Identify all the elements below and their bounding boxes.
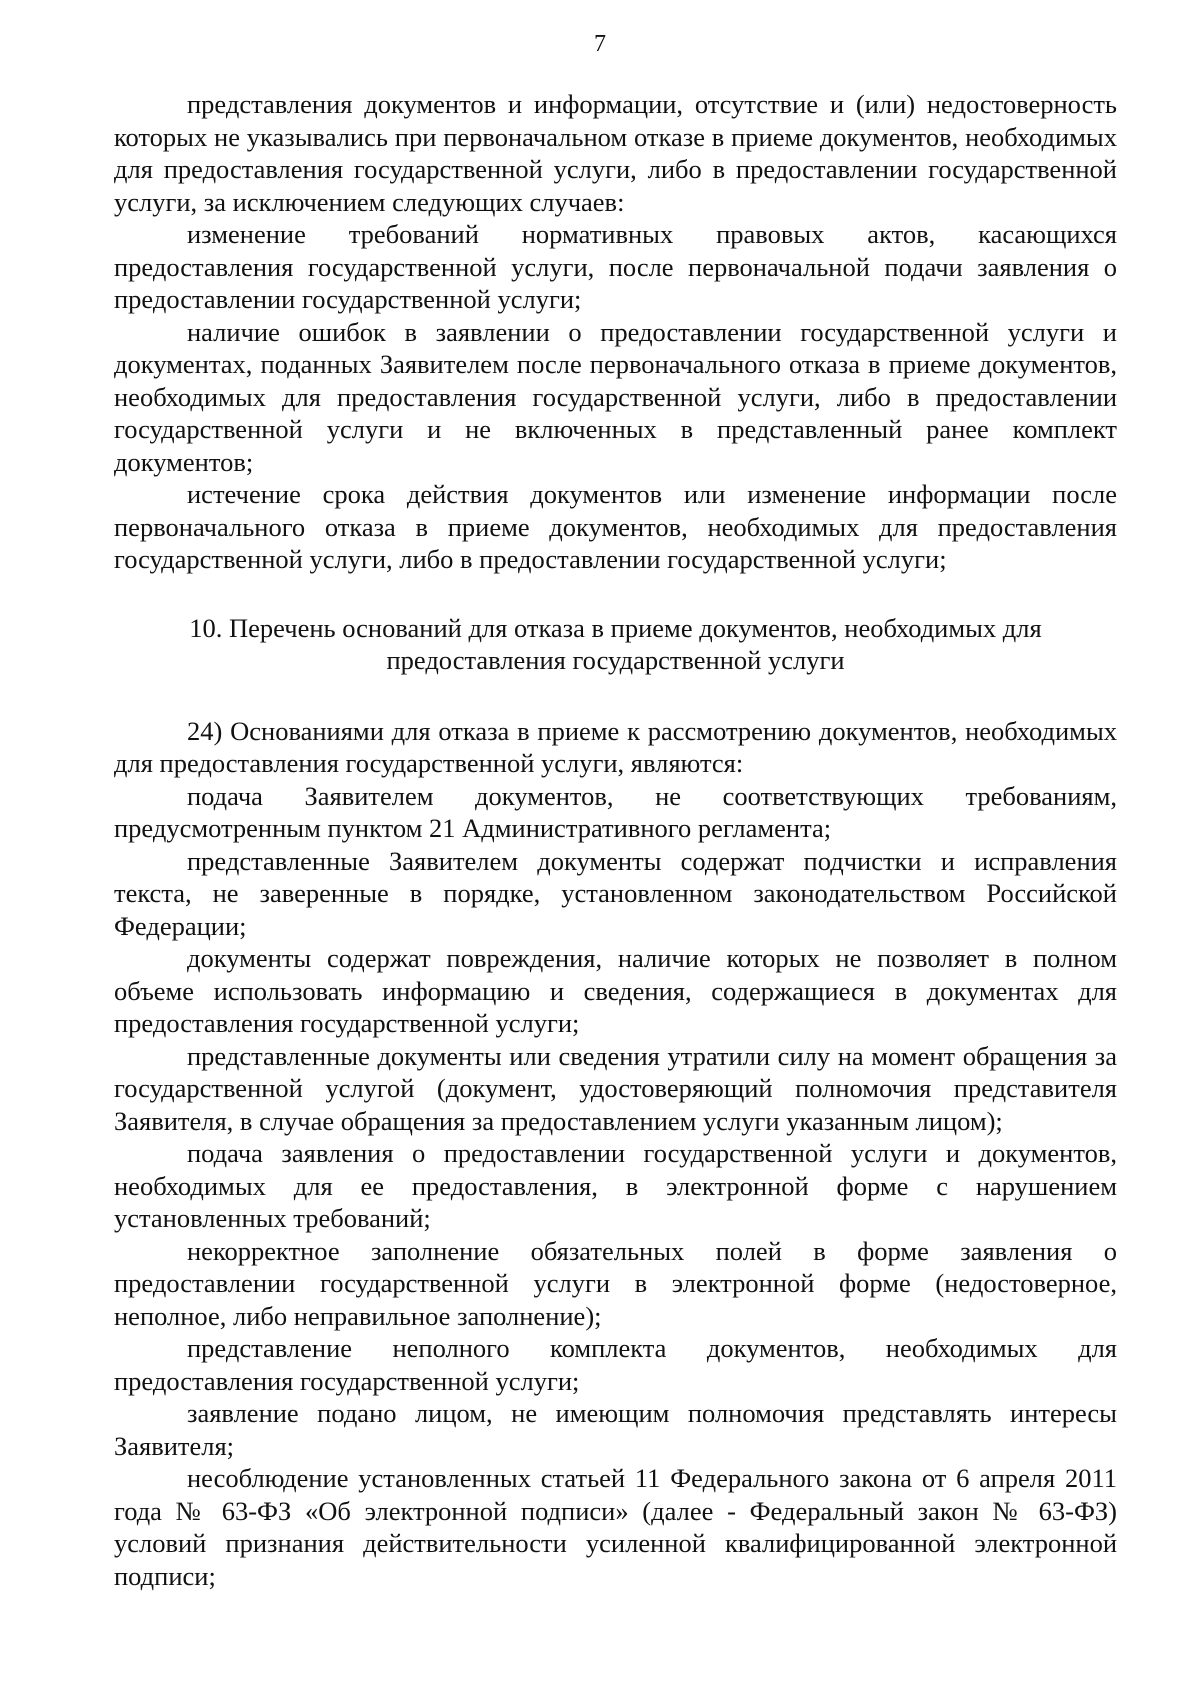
section-heading: 10. Перечень оснований для отказа в приеме документов, необходимых для предоставления государственной услуги <box>189 612 1042 675</box>
ground-item: представление неполного комплекта документов, необходимых для предоставления государственной услуги; <box>114 1333 1117 1396</box>
exception-item: истечение срока действия документов или изменение информации после первоначального отказа в приеме документов, необходимых для предоставления государственной услуги, либо в предоставлении государственной услуги; <box>114 479 1117 574</box>
ground-item: несоблюдение установленных статьей 11 Федерального закона от 6 апреля 2011 года № 63-ФЗ «Об электронной подписи» (далее - Федеральный закон № 63-ФЗ) условий признания действительности усиленной квалифицированной электронной подписи; <box>114 1463 1117 1591</box>
exception-item: изменение требований нормативных правовых актов, касающихся предоставления государственной услуги, после первоначальной подачи заявления о предоставлении государственной услуги; <box>114 219 1117 314</box>
exception-item: наличие ошибок в заявлении о предоставлении государственной услуги и документах, поданных Заявителем после первоначального отказа в приеме документов, необходимых для предоставления государственной услуги, либо в предоставлении государственной услуги и не включенных в представленный ранее комплект документов; <box>114 316 1117 477</box>
ground-item: подача заявления о предоставлении государственной услуги и документов, необходимых для ее предоставления, в электронной форме с нарушением установленных требований; <box>114 1138 1117 1233</box>
page-number: 7 <box>594 31 606 57</box>
ground-item: подача Заявителем документов, не соответствующих требованиям, предусмотренным пунктом 21 Административного регламента; <box>114 780 1117 843</box>
clause-24-intro: 24) Основаниями для отказа в приеме к рассмотрению документов, необходимых для предоставления государственной услуги, являются: <box>114 715 1117 778</box>
ground-item: некорректное заполнение обязательных полей в форме заявления о предоставлении государственной услуги в электронной форме (недостоверное, неполное, либо неправильное заполнение); <box>114 1235 1117 1331</box>
ground-item: заявление подано лицом, не имеющим полномочия представлять интересы Заявителя; <box>114 1398 1117 1461</box>
intro-paragraph: представления документов и информации, отсутствие и (или) недостоверность которых не указывались при первоначальном отказе в приеме документов, необходимых для предоставления государственной услуги, либо в предоставлении государственной услуги, за исключением следующих случаев: <box>114 89 1117 217</box>
document-body <box>114 88 1117 1592</box>
ground-item: представленные Заявителем документы содержат подчистки и исправления текста, не заверенные в порядке, установленном законодательством Российской Федерации; <box>114 845 1117 941</box>
ground-item: документы содержат повреждения, наличие которых не позволяет в полном объеме использовать информацию и сведения, содержащиеся в документах для предоставления государственной услуги; <box>114 943 1117 1038</box>
ground-item: представленные документы или сведения утратили силу на момент обращения за государственной услугой (документ, удостоверяющий полномочия представителя Заявителя, в случае обращения за предоставлением услуги указанным лицом); <box>114 1040 1117 1136</box>
